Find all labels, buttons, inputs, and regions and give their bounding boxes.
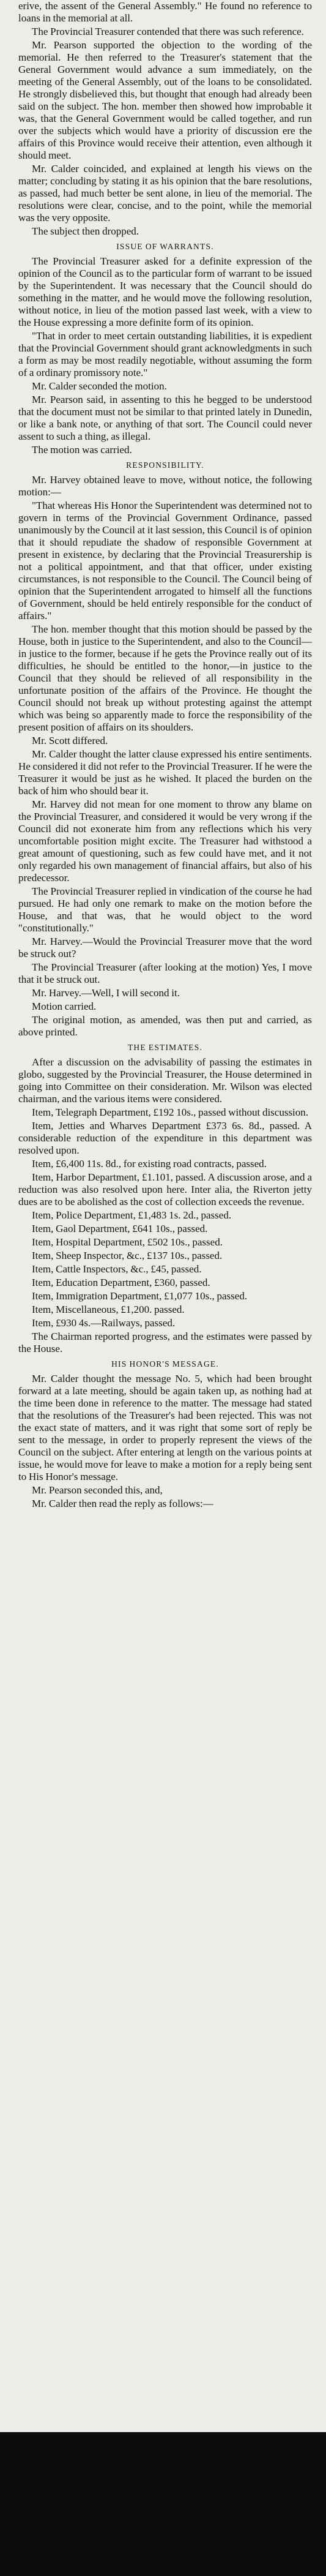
scan-dark-margin xyxy=(0,2432,326,2576)
estimate-item-police: Item, Police Department, £1,483 1s. 2d., passed. xyxy=(32,1209,232,1221)
estimate-item-miscellaneous: Item, Miscellaneous, £1,200. passed. xyxy=(32,1304,185,1315)
estimate-item-telegraph: Item, Telegraph Department, £192 10s., passed without discussion. xyxy=(32,1106,309,1118)
paragraph-pearson-seconded: Mr. Pearson seconded this, and, xyxy=(32,1484,163,1496)
estimate-item-road-contracts: Item, £6,400 11s. 8d., for existing road contracts, passed. xyxy=(32,1158,267,1170)
paragraph-harvey-not-mean: Mr. Harvey did not mean for one moment to throw any blame on the Provincial Treasurer, and considered it would be very wrong if the Council did not exonerate him from any reflections which his very uncomfortable position might excite. The Treasurer had withstood a great amount of questioning, such as few could have met, and it not only regarded his own management of financial affairs, but also of his predecessor. xyxy=(18,798,312,884)
article-column xyxy=(18,0,312,1511)
paragraph-treasurer-vindication: The Provincial Treasurer replied in vindication of the course he had pursued. He had only one remark to make on the motion before the House, and that was, that he would object to the word "constitutionally." xyxy=(18,885,312,934)
paragraph-harvey-thought: The hon. member thought that this motion should be passed by the House, both in justice to the Superintendent, and also to the Council—in justice to the former, because if he gets the Province really out of its difficulties, he should be entitled to the honor,—in justice to the Council that they should be relieved of all responsibility in the unfortunate position of the affairs of the Province. He thought the Council should not break up without protesting against the attempt which was being so apparently made to force the responsibility of the present position of affairs on its shoulders. xyxy=(18,623,312,733)
paragraph-calder-latter-clause: Mr. Calder thought the latter clause expressed his entire sentiments. He considered it did not refer to the Provincial Treasurer. If he were the Treasurer it would be just as he wished. It placed the burden on the back of him who should bear it. xyxy=(18,748,312,797)
paragraph-treasurer-move: The Provincial Treasurer (after looking at the motion) Yes, I move that it be struck out. xyxy=(18,961,312,985)
estimate-item-railways: Item, £930 4s.—Railways, passed. xyxy=(32,1317,176,1329)
estimate-item-hospital: Item, Hospital Department, £502 10s., passed. xyxy=(32,1236,223,1248)
estimate-item-education: Item, Education Department, £360, passed. xyxy=(32,1277,210,1288)
paragraph-treasurer-reference: The Provincial Treasurer contended that there was such reference. xyxy=(32,26,304,37)
paragraph-quote-responsibility: "That whereas His Honor the Superintendent was determined not to govern in terms of the Provincial Government Ordinance, passed unanimously by the Council at it last session, this Council is of opinion that it should repudiate the shadow of responsible Government at present in existence, by declaring that the Provincial Treasurership is not a political appointment, and that that officer, under existing circumstances, is not responsible to the Council. The Council being of opinion that the Superintendent arrogated to himself all the functions of Government, should be held entirely responsible for the conduct of affairs." xyxy=(18,500,312,621)
paragraph-harvey-second: Mr. Harvey.—Well, I will second it. xyxy=(32,987,180,999)
estimate-item-immigration: Item, Immigration Department, £1,077 10s., passed. xyxy=(32,1290,248,1302)
paragraph-estimates-discussion: After a discussion on the advisability of passing the estimates in globo, suggested by the Provincial Treasurer, the House determined in going into Committee on their consideration. Mr. Wilson was elected chairman, and the various items were considered. xyxy=(18,1056,312,1105)
estimates-item-list xyxy=(18,1106,312,1329)
estimate-item-gaol: Item, Gaol Department, £641 10s., passed. xyxy=(32,1223,208,1234)
paragraph-harvey-moved: Mr. Harvey obtained leave to move, without notice, the following motion:— xyxy=(18,474,312,498)
paragraph-chairman-reported: The Chairman reported progress, and the estimates were passed by the House. xyxy=(18,1331,312,1354)
heading-his-honors-message: HIS HONOR'S MESSAGE. xyxy=(111,1359,219,1369)
paragraph-scott-differed: Mr. Scott differed. xyxy=(32,735,108,746)
paragraph-motion-carried: The motion was carried. xyxy=(32,444,132,456)
paragraph-subject-dropped: The subject then dropped. xyxy=(32,225,139,237)
paragraph-intro-continuation: erive, the assent of the General Assembly." He found no reference to loans in the memorial at all. xyxy=(18,0,312,24)
estimate-item-sheep-inspector: Item, Sheep Inspector, &c., £137 10s., passed. xyxy=(32,1250,223,1261)
paragraph-harvey-question: Mr. Harvey.—Would the Provincial Treasurer move that the word be struck out? xyxy=(18,936,312,959)
paragraph-calder-coincided: Mr. Calder coincided, and explained at length his views on the matter; concluding by stating it as his opinion that the bare resolutions, as passed, had much better be sent alone, in lieu of the memorial. The resolutions were clear, concise, and to the point, while the memorial was the very opposite. xyxy=(18,163,312,223)
estimate-item-jetties: Item, Jetties and Wharves Department £373 6s. 8d., passed. A considerable reduction of the expenditure in this department was resolved upon. xyxy=(18,1120,312,1156)
paragraph-pearson-objection: Mr. Pearson supported the objection to the wording of the memorial. He then referred to the Treasurer's statement that the General Government would advance a sum immediately, on the meeting of the General Assembly, out of the loans to be consolidated. He strongly disbelieved this, but thought that enough had already been said on the subject. The hon. member then showed how improbable it was, that the General Government would be called together, and run over the subjects which would have a priority of discussion ere the affairs of this Province would receive their attention, even although it should meet. xyxy=(18,39,312,161)
paragraph-motion-carried-2: Motion carried. xyxy=(32,1001,97,1012)
paragraph-calder-message: Mr. Calder thought the message No. 5, which had been brought forward at a late meeting, should be again taken up, as nothing had at the time been done in reference to the matter. The message had stated that the resolutions of the Treasurer's had been rejected. This was not the exact state of matters, and it was right that some sort of reply be sent to the message, in order to properly represent the views of the Council on the subject. After entering at length on the various points at issue, he would move for leave to make a motion for a reply being sent to His Honor's message. xyxy=(18,1373,312,1482)
heading-issue-of-warrants: ISSUE OF WARRANTS. xyxy=(116,242,214,251)
estimate-item-harbor: Item, Harbor Department, £1.101, passed. A discussion arose, and a reduction was also resolved upon here. Inter alia, the Riverton jetty dues are to be abolished as the cost of collection exceeds the revenue. xyxy=(18,1171,312,1207)
paragraph-treasurer-asked: The Provincial Treasurer asked for a definite expression of the opinion of the Council as to the particular form of warrant to be issued by the Superintendent. It was necessary that the Council should do something in the matter, and he would move the following resolution, without notice, in lieu of the motion passed last week, with a view to the House expressing a more definite form of its opinion. xyxy=(18,255,312,328)
paragraph-pearson-assenting: Mr. Pearson said, in assenting to this he begged to be understood that the document must not be similar to that printed lately in Dunedin, or like a bank note, or anything of that sort. The Council could never assent to such a thing, as illegal. xyxy=(18,394,312,442)
heading-responsibility: RESPONSIBILITY. xyxy=(126,460,204,470)
paragraph-quote-warrants: "That in order to meet certain outstanding liabilities, it is expedient that the Provincial Government should grant acknowledgments in such a form as may be most readily negotiable, without assuming the form of a ordinary promissory note." xyxy=(18,330,312,378)
heading-the-estimates: THE ESTIMATES. xyxy=(127,1043,203,1052)
paragraph-original-motion: The original motion, as amended, was then put and carried, as above printed. xyxy=(18,1014,312,1038)
paragraph-calder-read-reply: Mr. Calder then read the reply as follows:— xyxy=(32,1498,213,1509)
paragraph-calder-seconded: Mr. Calder seconded the motion. xyxy=(32,380,167,392)
estimate-item-cattle-inspectors: Item, Cattle Inspectors, &c., £45, passed. xyxy=(32,1263,202,1275)
